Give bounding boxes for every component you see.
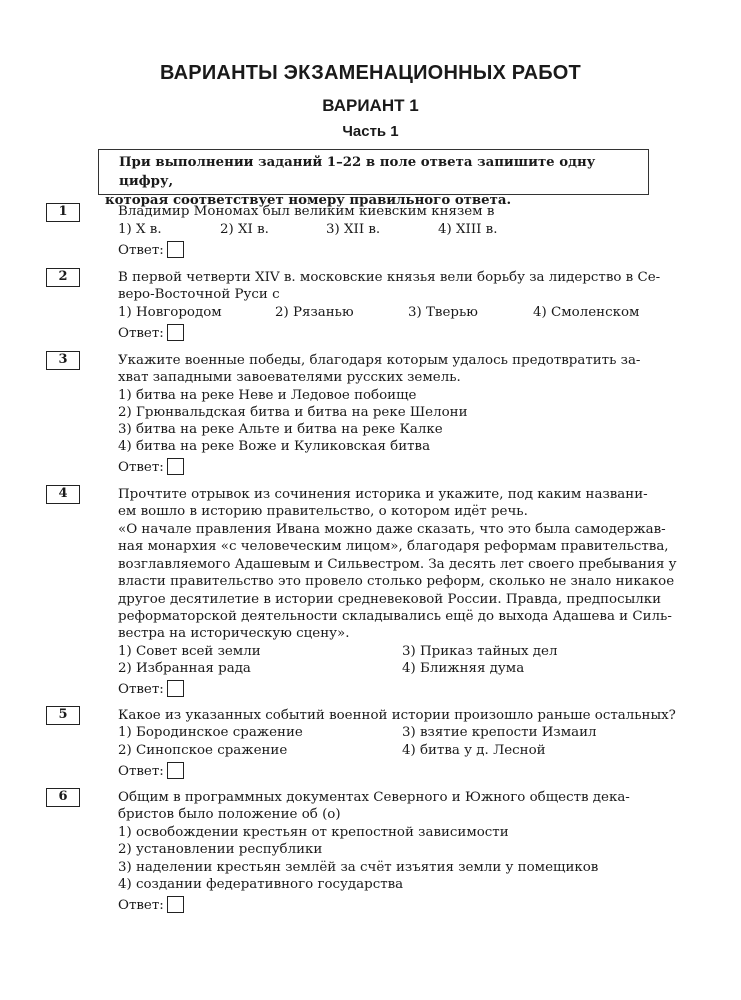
answer-option: 4) XIII в. (438, 222, 498, 237)
answer-option: 4) битва у д. Лесной (402, 743, 546, 758)
task-question-line: ем вошло в историю правительство, о котором идёт речь. (118, 504, 528, 519)
task-number: 2 (46, 268, 80, 287)
answer-option: 2) XI в. (220, 222, 269, 237)
task-question-line: веро-Восточной Руси с (118, 287, 280, 302)
answer-option: 2) Рязанью (275, 305, 354, 320)
answer-input-box[interactable] (167, 324, 184, 341)
answer-option: 2) Грюнвальдская битва и битва на реке Шелони (118, 405, 468, 420)
answer-row (118, 680, 184, 698)
task-question-line: Укажите военные победы, благодаря которым удалось предотвратить за- (118, 353, 641, 368)
answer-option: 3) Тверью (408, 305, 478, 320)
answer-option: 1) X в. (118, 222, 162, 237)
answer-input-box[interactable] (167, 680, 184, 697)
quote-line: другое десятилетие в истории средневековой России. Правда, предпосылки (118, 592, 662, 607)
variant-title: ВАРИАНТ 1 (322, 96, 419, 115)
task-number: 1 (46, 203, 80, 222)
answer-row (118, 241, 184, 259)
instruction-box (98, 149, 649, 208)
answer-option: 4) Смоленском (533, 305, 640, 320)
task-question-line: бристов было положение об (о) (118, 807, 341, 822)
answer-option: 3) XII в. (326, 222, 381, 237)
answer-label: Ответ: (118, 764, 164, 779)
task-number: 3 (46, 351, 80, 370)
quote-line: «О начале правления Ивана можно даже сказать, что это была самодержав- (118, 522, 666, 537)
answer-option: 2) Избранная рада (118, 661, 251, 676)
page-title: ВАРИАНТЫ ЭКЗАМЕНАЦИОННЫХ РАБОТ (160, 62, 581, 84)
answer-option: 3) битва на реке Альте и битва на реке Калке (118, 422, 443, 437)
answer-row (118, 324, 184, 342)
answer-option: 1) Бородинское сражение (118, 725, 303, 740)
task-question-line: Прочтите отрывок из сочинения историка и укажите, под каким названи- (118, 487, 648, 502)
task-number: 5 (46, 706, 80, 725)
task-number: 6 (46, 788, 80, 807)
task-question-line: хват западными завоевателями русских земель. (118, 370, 461, 385)
task-question-line: В первой четверти XIV в. московские князья вели борьбу за лидерство в Се- (118, 270, 661, 285)
answer-option: 4) Ближняя дума (402, 661, 525, 676)
answer-label: Ответ: (118, 682, 164, 697)
task-question-line: Какое из указанных событий военной истории произошло раньше остальных? (118, 708, 676, 723)
answer-row (118, 458, 184, 476)
task-question-line: Общим в программных документах Северного и Южного обществ дека- (118, 790, 630, 805)
quote-line: вестра на историческую сцену». (118, 626, 350, 641)
answer-option: 3) взятие крепости Измаил (402, 725, 597, 740)
answer-row (118, 762, 184, 780)
answer-input-box[interactable] (167, 241, 184, 258)
answer-row (118, 896, 184, 914)
answer-label: Ответ: (118, 460, 164, 475)
quote-line: ная монархия «с человеческим лицом», благодаря реформам правительства, (118, 539, 669, 554)
task-question-line: Владимир Мономах был великим киевским князем в (118, 204, 495, 219)
answer-option: 2) Синопское сражение (118, 743, 288, 758)
answer-label: Ответ: (118, 326, 164, 341)
answer-option: 1) Совет всей земли (118, 644, 261, 659)
answer-option: 4) создании федеративного государства (118, 877, 404, 892)
answer-option: 4) битва на реке Воже и Куликовская битва (118, 439, 431, 454)
quote-line: власти правительство это провело столько реформ, сколько не знало никакое (118, 574, 675, 589)
answer-input-box[interactable] (167, 762, 184, 779)
answer-option: 2) установлении республики (118, 842, 323, 857)
part-title: Часть 1 (342, 123, 399, 140)
answer-label: Ответ: (118, 898, 164, 913)
answer-input-box[interactable] (167, 458, 184, 475)
instruction-line: которая соответствует номеру правильного ответа. (105, 193, 512, 208)
answer-option: 1) Новгородом (118, 305, 222, 320)
answer-option: 1) битва на реке Неве и Ледовое побоище (118, 388, 417, 403)
answer-label: Ответ: (118, 243, 164, 258)
quote-line: возглавляемого Адашевым и Сильвестром. За десять лет своего пребывания у (118, 557, 677, 572)
instruction-line: При выполнении заданий 1–22 в поле ответа запишите одну цифру, (119, 155, 596, 189)
quote-line: реформаторской деятельности складывались ещё до выхода Адашева и Силь- (118, 609, 672, 624)
task-number: 4 (46, 485, 80, 504)
answer-option: 3) наделении крестьян землёй за счёт изъятия земли у помещиков (118, 860, 599, 875)
answer-option: 1) освобождении крестьян от крепостной зависимости (118, 825, 509, 840)
answer-input-box[interactable] (167, 896, 184, 913)
answer-option: 3) Приказ тайных дел (402, 644, 558, 659)
